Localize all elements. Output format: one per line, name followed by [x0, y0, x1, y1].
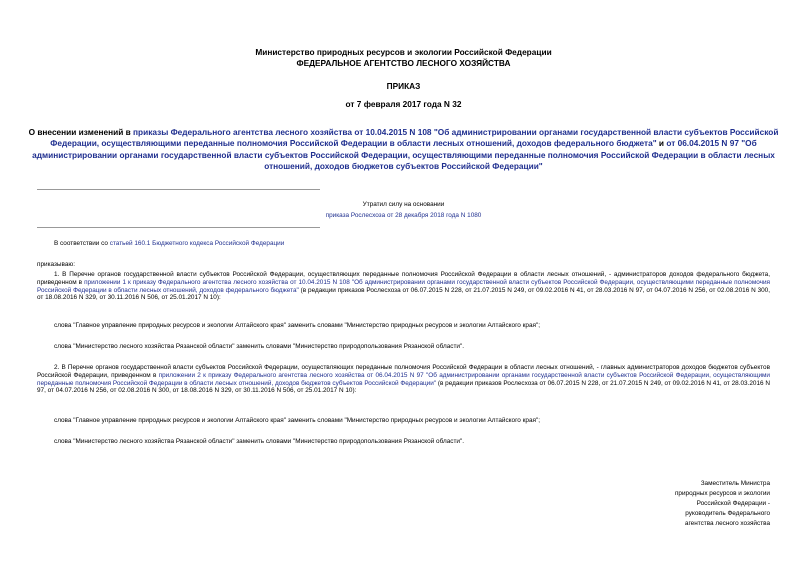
- item-2-change-1: слова "Главное управление природных ресурсов и экологии Алтайского края" заменить словами "Министерство природных ресурсов и экологии Алтайского края";: [54, 417, 541, 424]
- title-prefix: О внесении изменений в: [28, 127, 134, 137]
- preamble-prefix: В соответствии со: [54, 240, 110, 247]
- order-word: приказываю:: [37, 261, 75, 268]
- doc-type: ПРИКАЗ: [386, 81, 421, 91]
- item-2-change-2: слова "Министерство лесного хозяйства Рязанской области" заменить словами "Министерство природопользования Рязанской области".: [54, 438, 465, 445]
- doc-title: [20, 127, 787, 173]
- signature-line-3: Российской Федерации -: [696, 500, 770, 507]
- item-1-change-2: слова "Министерство лесного хозяйства Рязанской области" заменить словами "Министерство природопользования Рязанской области".: [54, 343, 465, 350]
- item-1-text-a: 1. В Перечне органов государственной власти субъектов Российской Федерации, осуществляющих переданные полномочия Российской Федерации в области лесных отношений, - администраторов доходов федерального бюджета, приведенном в: [37, 271, 770, 286]
- title-middle: и: [656, 138, 667, 149]
- signature-line-1: Заместитель Министра: [700, 480, 770, 487]
- signature-line-2: природных ресурсов и экологии: [674, 490, 770, 497]
- item-1-change-1: слова "Главное управление природных ресурсов и экологии Алтайского края" заменить словами "Министерство природных ресурсов и экологии Алтайского края";: [54, 322, 541, 329]
- item-1: [37, 271, 770, 302]
- signature-block: [640, 479, 770, 529]
- item-2-text-a: 2. В Перечне органов государственной власти субъектов Российской Федерации, осуществляющих переданные полномочия Российской Федерации в области лесных отношений, - главных администраторов доходов бюджетов субъектов Российской Федерации, приведенном в: [37, 364, 770, 379]
- signature-line-4: руководитель Федерального: [685, 510, 770, 517]
- item-2-text-b: (в редакции приказов Рослесхоза от 06.07.2015 N 228, от 21.07.2015 N 249, от 09.02.2016 N 41, от 28.03.2016 N 97, от 04.07.2016 N 256, от 02.08.2016 N 300, от 18.08.2016 N 329, от 30.11.2016 N 506, от 25.01.2017 N 10):: [37, 379, 770, 395]
- status-line-1: Утратил силу на основании: [362, 201, 445, 208]
- doc-date-number: от 7 февраля 2017 года N 32: [345, 99, 462, 109]
- header-ministry: Министерство природных ресурсов и экологии Российской Федерации: [255, 47, 552, 57]
- preamble-link-budget-code[interactable]: статьей 160.1 Бюджетного кодекса Российской Федерации: [109, 240, 285, 247]
- separator-bottom: [37, 227, 320, 228]
- header-agency: ФЕДЕРАЛЬНОЕ АГЕНТСТВО ЛЕСНОГО ХОЗЯЙСТВА: [296, 58, 511, 68]
- preamble: [54, 240, 774, 248]
- item-1-link-appendix-1[interactable]: приложении 1 к приказу Федерального агентства лесного хозяйства от 10.04.2015 N 108 "Об администрировании органами государственной власти субъектов Российской Федерации, осуществляющими переданные полномочия Российской Федерации в области лесных отношений, доходов федерального бюджета": [37, 278, 771, 294]
- item-2-link-appendix-2[interactable]: приложении 2 к приказу Федерального агентства лесного хозяйства от 06.04.2015 N 97 "Об администрировании органами государственной власти субъектов Российской Федерации, осуществляющими переданные полномочия Российской Федерации в области лесных отношений, доходов бюджетов субъектов Российской Федерации": [37, 371, 770, 387]
- title-link-order-108[interactable]: приказы Федерального агентства лесного хозяйства от 10.04.2015 N 108 "Об администрировании органами государственной власти субъектов Российской Федерации, осуществляющими переданные полномочия Российской Федерации в области лесных отношений, доходов федерального бюджета": [50, 127, 779, 149]
- item-2: [37, 364, 770, 395]
- item-1-text-b: (в редакции приказов Рослесхоза от 06.07.2015 N 228, от 21.07.2015 N 249, от 09.02.2016 N 41, от 28.03.2016 N 97, от 04.07.2016 N 256, от 02.08.2016 N 300, от 18.08.2016 N 329, от 30.11.2016 N 506, от 25.01.2017 N 10):: [37, 286, 771, 302]
- status-link-order-1080[interactable]: приказа Рослесхоза от 28 декабря 2018 года N 1080: [325, 212, 482, 219]
- title-link-order-97[interactable]: от 06.04.2015 N 97 "Об администрировании органами государственной власти субъектов Российской Федерации, осуществляющими переданные полномочия Российской Федерации в области лесных отношений, доходов бюджетов субъектов Российской Федерации": [32, 138, 775, 172]
- separator-top: [37, 189, 320, 190]
- signature-line-5: агентства лесного хозяйства: [684, 520, 770, 527]
